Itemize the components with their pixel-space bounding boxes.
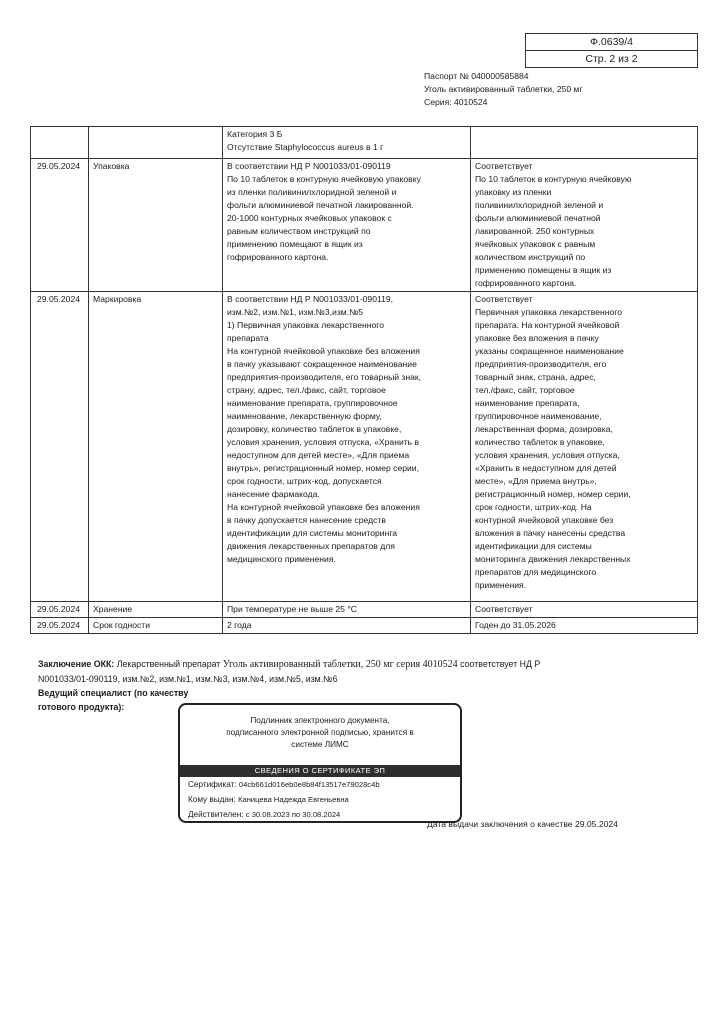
passport-product: Уголь активированный таблетки, 250 мг: [424, 84, 583, 94]
row-result: Соответствует По 10 таблеток в контурную ячейковую упаковку из пленки поливинилхлоридной зеленой и фольги алюминиевой печатной лакированной. 250 контурных ячейковых упаковок с равным количеством инструкций по применению помещены в ящик из гофрированного картона.: [471, 159, 698, 292]
esig-issued-value: Каницева Надежда Евгеньевна: [238, 795, 349, 804]
passport-header: [424, 70, 583, 109]
esig-issued-label: Кому выдан:: [188, 795, 236, 804]
conclusion-nd: N001033/01-090119, изм.№2, изм.№1, изм.№3, изм.№4, изм.№5, изм.№6: [38, 674, 338, 684]
esig-text: Подлинник электронного документа, подписанного электронной подписью, хранится в системе ЛИМС: [226, 716, 414, 749]
row-result: Соответствует Первичная упаковка лекарственного препарата. На контурной ячейковой упаковке без вложения в пачку указаны сокращенное наименование предприятия-производителя, его товарный знак, страна, адрес, тел./факс, сайт, торговое наименование препарата, группировочное наименование, лекарственная форма, дозировка, количество таблеток в упаковке, условия хранения, условия отпуска, «Хранить в недоступном для детей месте», «Для приема внутрь», регистрационный номер, номер серии, срок годности, штрих-код. На контурной ячейковой упаковке без вложения в пачку нанесены средства идентификации для системы мониторинга движения лекарственных препаратов для медицинского применения.: [471, 292, 698, 602]
row-spec: В соответствии НД Р N001033/01-090119, изм.№2, изм.№1, изм.№3,изм.№5 1) Первичная упаковка лекарственного препарата На контурной ячейковой упаковке без вложения в пачку указывают сокращенное наименование предприятия-производителя, его товарный знак, страну, адрес, тел./факс, сайт, торговое наименование препарата, группировочное наименование, лекарственную форму, дозировку, количество таблеток в упаковке, условия хранения, условия отпуска, «Хранить в недоступном для детей месте», «Для приема внутрь», регистрационный номер, номер серии, срок годности, штрих-код, допускается нанесение фармакода. На контурной ячейковой упаковке без вложения в пачку допускается нанесение средств идентификации для системы мониторинга движения лекарственных препаратов для медицинского применения.: [223, 292, 471, 602]
table-row: [31, 292, 698, 602]
row-result: [471, 127, 698, 159]
passport-number: Паспорт № 040000585884: [424, 71, 529, 81]
row-indicator: Хранение: [89, 602, 223, 618]
conclusion-tail: соответствует НД Р: [460, 659, 541, 669]
esig-issued-to: [180, 792, 460, 807]
esig-header: СВЕДЕНИЯ О СЕРТИФИКАТЕ ЭП: [180, 765, 460, 777]
esig-cert-label: Сертификат:: [188, 780, 237, 789]
row-date: 29.05.2024: [31, 292, 89, 602]
page-number: Стр. 2 из 2: [526, 50, 697, 67]
row-date: [31, 127, 89, 159]
issue-date: Дата выдачи заключения о качестве 29.05.2024: [427, 819, 618, 829]
row-indicator: Упаковка: [89, 159, 223, 292]
table-row: [31, 127, 698, 159]
conclusion: [38, 657, 678, 686]
row-date: 29.05.2024: [31, 602, 89, 618]
row-spec: В соответствии НД Р N001033/01-090119 По 10 таблеток в контурную ячейковую упаковку из пленки поливинилхлоридной зеленой и фольги алюминиевой печатной лакированной. 20-1000 контурных ячейковых упаковок с равным количеством инструкций по применению помещают в ящик из гофрированного картона.: [223, 159, 471, 292]
row-result: Годен до 31.05.2026: [471, 618, 698, 634]
esig-cert-value: 04cb661d016eb0e8b84f13517e79028c4b: [238, 780, 380, 789]
esig-valid-value: с 30.08.2023 по 30.08.2024: [245, 810, 341, 819]
electronic-signature-stamp: [178, 703, 462, 823]
esig-valid-label: Действителен:: [188, 810, 244, 819]
row-result: Соответствует: [471, 602, 698, 618]
esig-validity: [180, 807, 460, 822]
row-indicator: Срок годности: [89, 618, 223, 634]
form-code: Ф.0639/4: [589, 36, 633, 48]
passport-series: Серия: 4010524: [424, 97, 488, 107]
test-results-table: [30, 126, 698, 634]
row-date: 29.05.2024: [31, 159, 89, 292]
conclusion-product: Уголь активированный таблетки, 250 мг серия 4010524: [222, 659, 458, 670]
row-date: 29.05.2024: [31, 618, 89, 634]
row-indicator: [89, 127, 223, 159]
table-row: [31, 602, 698, 618]
esig-certificate: [180, 777, 460, 792]
conclusion-label: Заключение ОКК:: [38, 659, 115, 669]
specialist-label: Ведущий специалист (по качеству готового продукта):: [38, 688, 189, 712]
table-row: [31, 618, 698, 634]
row-spec: Категория 3 Б Отсутствие Staphylococcus aureus в 1 г: [223, 127, 471, 159]
row-spec: При температуре не выше 25 °С: [223, 602, 471, 618]
form-code-box: [525, 33, 698, 68]
table-row: [31, 159, 698, 292]
conclusion-lead: Лекарственный препарат: [116, 659, 221, 669]
row-indicator: Маркировка: [89, 292, 223, 602]
row-spec: 2 года: [223, 618, 471, 634]
